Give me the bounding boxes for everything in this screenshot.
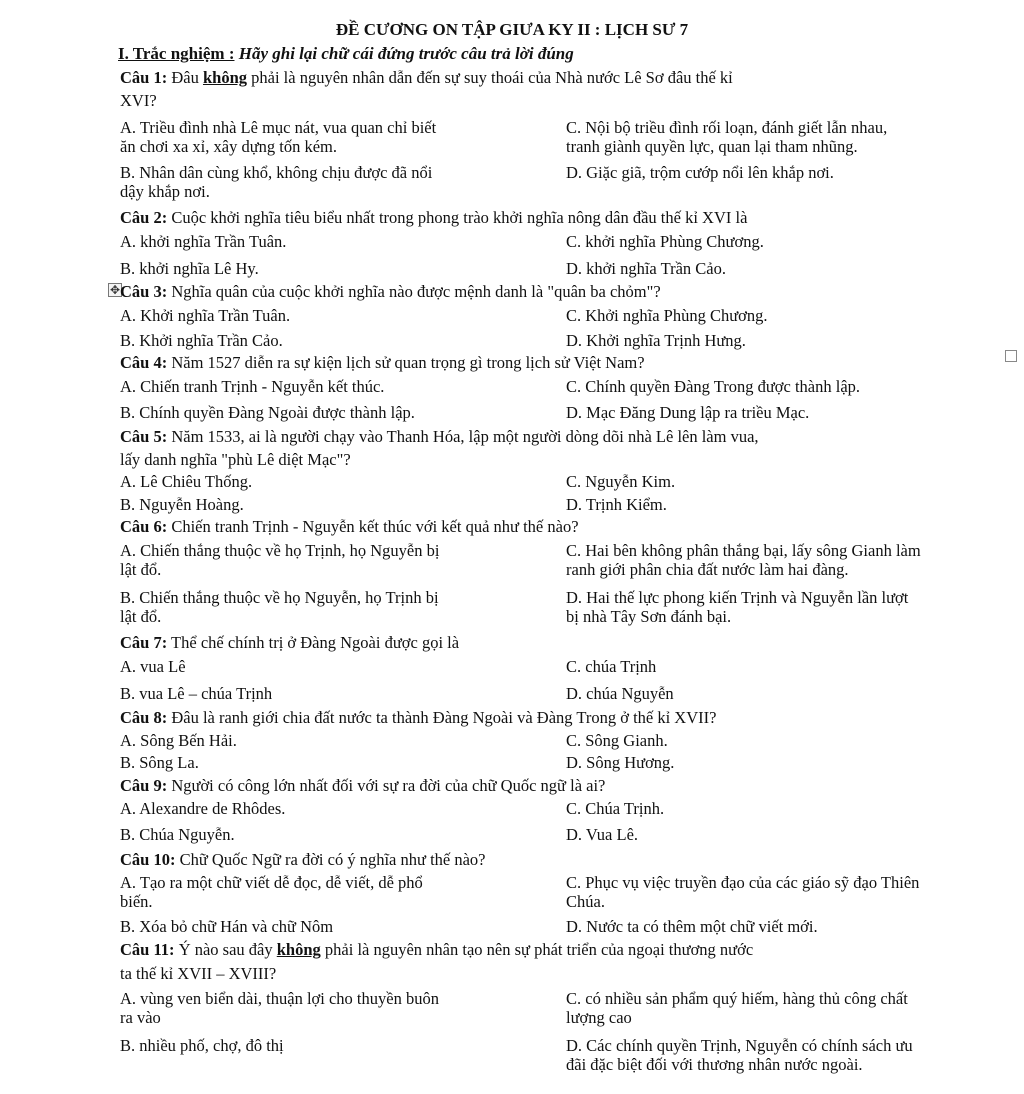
emphasis-word: không	[202, 68, 247, 87]
question-text: Người có công lớn nhất đối với sự ra đời của chữ Quốc ngữ là ai?	[167, 776, 606, 795]
option-text: A. Triều đình nhà Lê mục nát, vua quan chỉ biết	[120, 118, 437, 137]
option-text: C. có nhiều sản phẩm quý hiếm, hàng thủ công chất	[566, 989, 908, 1008]
option-2d[interactable]: D. khởi nghĩa Trần Cảo.	[566, 259, 726, 278]
question-number: Câu 5:	[120, 427, 168, 446]
question-text: phải là nguyên nhân dẫn đến sự suy thoái của Nhà nước Lê Sơ đâu thế kỉ	[247, 68, 733, 87]
option-6b[interactable]	[120, 588, 550, 626]
option-2c[interactable]: C. khởi nghĩa Phùng Chương.	[566, 232, 764, 251]
section-heading	[118, 44, 574, 64]
question-5-line2: lấy danh nghĩa "phù Lê diệt Mạc"?	[120, 450, 351, 469]
option-9c[interactable]: C. Chúa Trịnh.	[566, 799, 665, 818]
option-8c[interactable]: C. Sông Gianh.	[566, 731, 668, 750]
question-text: Thể chế chính trị ở Đàng Ngoài được gọi là	[167, 633, 460, 652]
option-1b[interactable]	[120, 163, 550, 201]
question-text: Nghĩa quân của cuộc khởi nghĩa nào được mệnh danh là "quân ba chỏm"?	[167, 282, 661, 301]
question-number: Câu 3:	[120, 282, 168, 301]
section-label: I. Trắc nghiệm :	[118, 44, 235, 63]
question-2	[120, 208, 1010, 227]
option-text: ăn chơi xa xỉ, xây dựng tốn kém.	[120, 137, 337, 157]
option-1a[interactable]	[120, 118, 550, 156]
option-11c[interactable]	[566, 989, 1006, 1027]
option-text: ra vào	[120, 1008, 161, 1028]
question-10	[120, 850, 1010, 869]
option-6c[interactable]	[566, 541, 1006, 579]
move-handle-icon[interactable]: ✥	[109, 283, 121, 297]
option-4d[interactable]: D. Mạc Đăng Dung lập ra triều Mạc.	[566, 403, 810, 422]
question-text: Năm 1527 diễn ra sự kiện lịch sử quan trọng gì trong lịch sử Việt Nam?	[167, 353, 645, 372]
option-11d[interactable]	[566, 1036, 1006, 1074]
option-4b[interactable]: B. Chính quyền Đàng Ngoài được thành lập.	[120, 403, 415, 422]
option-8d[interactable]: D. Sông Hương.	[566, 753, 675, 772]
emphasis-word: không	[276, 940, 321, 959]
question-text: Đâu là ranh giới chia đất nước ta thành Đàng Ngoài và Đàng Trong ở thế kỉ XVII?	[167, 708, 717, 727]
option-text: B. Chiến thắng thuộc về họ Nguyễn, họ Trịnh bị	[120, 588, 439, 607]
option-text: A. Tạo ra một chữ viết dễ đọc, dễ viết, dễ phổ	[120, 873, 423, 892]
question-5	[120, 427, 1010, 446]
option-7d[interactable]: D. chúa Nguyễn	[566, 684, 674, 703]
option-text: ranh giới phân chia đất nước làm hai đàng.	[566, 560, 849, 580]
option-5b[interactable]: B. Nguyễn Hoàng.	[120, 495, 244, 514]
option-5a[interactable]: A. Lê Chiêu Thống.	[120, 472, 253, 491]
question-text: Chữ Quốc Ngữ ra đời có ý nghĩa như thế nào?	[175, 850, 486, 869]
option-3b[interactable]: B. Khởi nghĩa Trần Cảo.	[120, 331, 283, 350]
option-text: Chúa.	[566, 892, 605, 912]
option-1d[interactable]	[566, 163, 1006, 182]
option-6d[interactable]	[566, 588, 1006, 626]
option-10d[interactable]: D. Nước ta có thêm một chữ viết mới.	[566, 917, 818, 936]
question-number: Câu 11:	[120, 940, 175, 959]
option-text: dậy khắp nơi.	[120, 182, 210, 202]
option-6a[interactable]	[120, 541, 550, 579]
option-text: D. Các chính quyền Trịnh, Nguyễn có chính sách ưu	[566, 1036, 913, 1055]
option-10c[interactable]	[566, 873, 1006, 911]
question-number: Câu 7:	[120, 633, 168, 652]
option-10a[interactable]	[120, 873, 550, 911]
question-text: Ý nào sau đây	[174, 940, 277, 959]
option-text: C. Phục vụ việc truyền đạo của các giáo sỹ đạo Thiên	[566, 873, 920, 892]
option-text: C. Hai bên không phân thắng bại, lấy sông Gianh làm	[566, 541, 921, 560]
question-1-line2: XVI?	[120, 91, 157, 110]
option-text: bị nhà Tây Sơn đánh bại.	[566, 607, 732, 627]
option-text: biến.	[120, 892, 153, 912]
option-4c[interactable]: C. Chính quyền Đàng Trong được thành lập.	[566, 377, 861, 396]
question-text: Đâu	[167, 68, 203, 87]
checkbox-icon[interactable]	[1005, 350, 1017, 362]
option-text: lượng cao	[566, 1008, 632, 1028]
option-10b[interactable]: B. Xóa bỏ chữ Hán và chữ Nôm	[120, 917, 334, 936]
question-8	[120, 708, 1010, 727]
question-6	[120, 517, 1010, 536]
option-7b[interactable]: B. vua Lê – chúa Trịnh	[120, 684, 273, 703]
question-number: Câu 10:	[120, 850, 176, 869]
option-text: D. Giặc giã, trộm cướp nổi lên khắp nơi.	[566, 163, 834, 182]
question-number: Câu 1:	[120, 68, 168, 87]
option-11b[interactable]: B. nhiều phố, chợ, đô thị	[120, 1036, 284, 1055]
option-1c[interactable]	[566, 118, 1006, 156]
question-11-line2: ta thế kỉ XVII – XVIII?	[120, 964, 277, 983]
question-7	[120, 633, 1010, 652]
question-text: Chiến tranh Trịnh - Nguyễn kết thúc với kết quả như thế nào?	[167, 517, 579, 536]
question-number: Câu 9:	[120, 776, 168, 795]
question-1	[120, 68, 1010, 87]
question-4	[120, 353, 1010, 372]
option-text: C. Nội bộ triều đình rối loạn, đánh giết lẫn nhau,	[566, 118, 888, 137]
question-number: Câu 6:	[120, 517, 168, 536]
option-text: lật đổ.	[120, 560, 162, 580]
question-text: Cuộc khởi nghĩa tiêu biểu nhất trong phong trào khởi nghĩa nông dân đầu thế kỉ XVI là	[167, 208, 748, 227]
option-2a[interactable]: A. khởi nghĩa Trần Tuân.	[120, 232, 287, 251]
option-text: A. Chiến thắng thuộc về họ Trịnh, họ Nguyễn bị	[120, 541, 440, 560]
option-text: đãi đặc biệt đối với thương nhân nước ngoài.	[566, 1055, 863, 1075]
option-5d[interactable]: D. Trịnh Kiểm.	[566, 495, 667, 514]
question-number: Câu 8:	[120, 708, 168, 727]
option-text: B. Nhân dân cùng khổ, không chịu được đã nổi	[120, 163, 433, 182]
option-11a[interactable]	[120, 989, 550, 1027]
option-text: A. vùng ven biển dài, thuận lợi cho thuyền buôn	[120, 989, 439, 1008]
option-5c[interactable]: C. Nguyễn Kim.	[566, 472, 676, 491]
option-2b[interactable]: B. khởi nghĩa Lê Hy.	[120, 259, 259, 278]
option-text: D. Hai thế lực phong kiến Trịnh và Nguyễn lần lượt	[566, 588, 909, 607]
option-9d[interactable]: D. Vua Lê.	[566, 825, 639, 844]
option-7a[interactable]: A. vua Lê	[120, 657, 186, 676]
option-8b[interactable]: B. Sông La.	[120, 753, 199, 772]
question-11	[120, 940, 1010, 959]
option-9a[interactable]: A. Alexandre de Rhôdes.	[120, 799, 286, 818]
question-9	[120, 776, 1010, 795]
option-text: tranh giành quyền lực, quan lại tham nhũng.	[566, 137, 858, 157]
question-number: Câu 4:	[120, 353, 168, 372]
option-8a[interactable]: A. Sông Bến Hải.	[120, 731, 237, 750]
section-instruction: Hãy ghi lại chữ cái đứng trước câu trả lời đúng	[234, 44, 574, 63]
option-text: lật đổ.	[120, 607, 162, 627]
option-3c[interactable]: C. Khởi nghĩa Phùng Chương.	[566, 306, 768, 325]
option-3a[interactable]: A. Khởi nghĩa Trần Tuân.	[120, 306, 291, 325]
option-7c[interactable]: C. chúa Trịnh	[566, 657, 657, 676]
question-text: Năm 1533, ai là người chạy vào Thanh Hóa, lập một người dòng dõi nhà Lê lên làm vua,	[167, 427, 759, 446]
option-4a[interactable]: A. Chiến tranh Trịnh - Nguyễn kết thúc.	[120, 377, 385, 396]
option-3d[interactable]: D. Khởi nghĩa Trịnh Hưng.	[566, 331, 746, 350]
document-title: ĐỀ CƯƠNG ON TẬP GIƯA KY II : LỊCH SƯ 7	[335, 20, 689, 39]
question-text: phải là nguyên nhân tạo nên sự phát triển của ngoại thương nước	[320, 940, 754, 959]
option-9b[interactable]: B. Chúa Nguyễn.	[120, 825, 235, 844]
question-3	[120, 282, 1010, 301]
question-number: Câu 2:	[120, 208, 168, 227]
